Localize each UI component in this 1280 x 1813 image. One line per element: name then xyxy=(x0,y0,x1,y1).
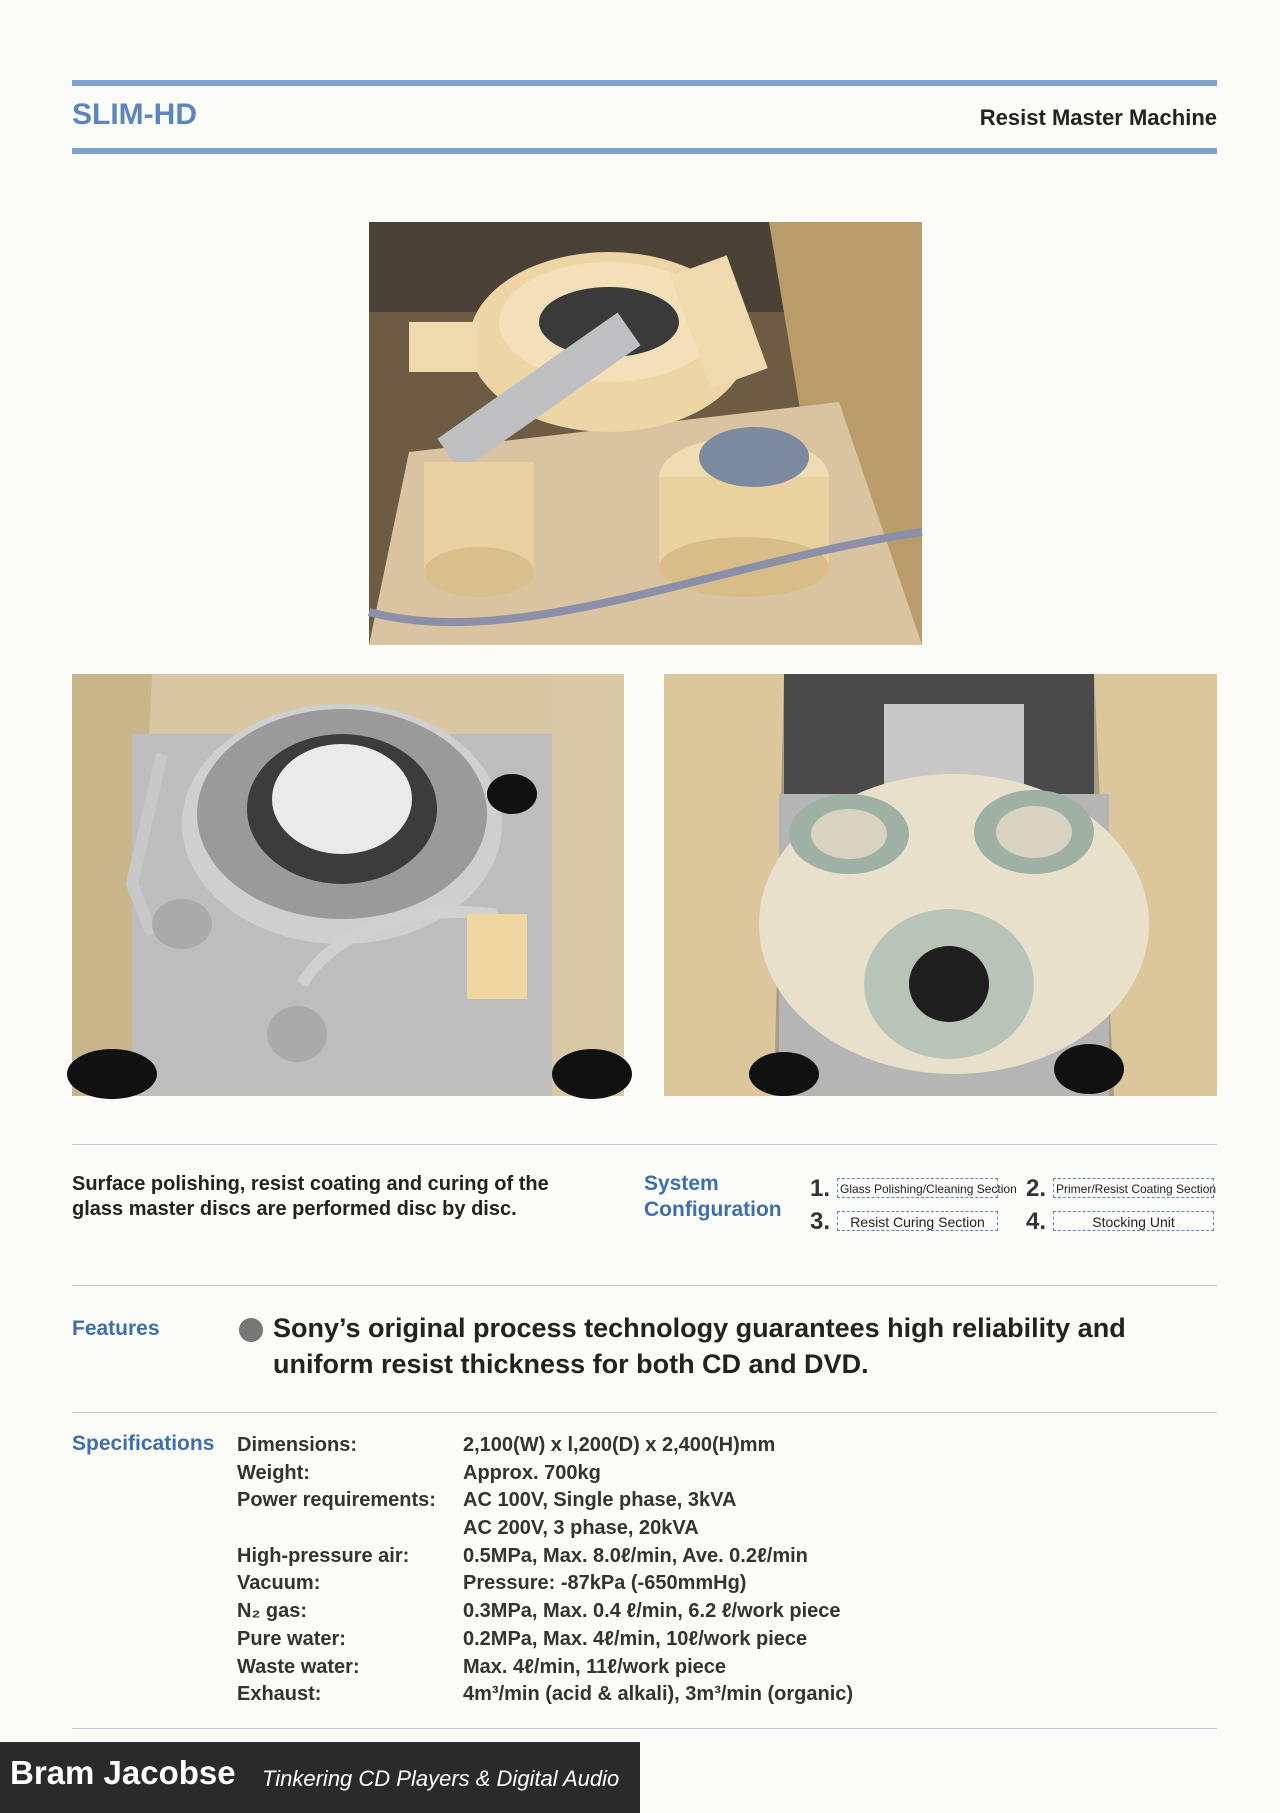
config-item-label: Stocking Unit xyxy=(1053,1211,1214,1231)
spec-key: N₂ gas: xyxy=(237,1600,308,1623)
spec-value: 0.3MPa, Max. 0.4 ℓ/min, 6.2 ℓ/work piece xyxy=(463,1600,841,1623)
config-item-4 xyxy=(1026,1208,1216,1235)
config-item-number: 4. xyxy=(1026,1208,1047,1235)
spec-value: 0.2MPa, Max. 4ℓ/min, 10ℓ/work piece xyxy=(463,1627,808,1650)
spec-key: Pure water: xyxy=(237,1627,346,1650)
config-item-1 xyxy=(810,1175,1017,1202)
spec-key: Vacuum: xyxy=(237,1572,321,1595)
config-item-number: 1. xyxy=(810,1175,831,1202)
config-item-label: Resist Curing Section xyxy=(837,1211,998,1231)
config-item-3 xyxy=(810,1208,1000,1235)
divider xyxy=(72,1728,1217,1729)
config-item-label: Primer/Resist Coating Section xyxy=(1053,1178,1214,1198)
spec-key: Dimensions: xyxy=(237,1434,358,1456)
spec-key: High-pressure air: xyxy=(237,1544,410,1567)
spec-row xyxy=(237,1487,853,1515)
model-name: SLIM-HD xyxy=(72,98,197,131)
config-item-number: 3. xyxy=(810,1208,831,1235)
bullet-icon xyxy=(239,1318,263,1342)
divider xyxy=(72,1144,1217,1145)
spec-value: Max. 4ℓ/min, 11ℓ/work piece xyxy=(463,1655,726,1678)
spec-key: Exhaust: xyxy=(237,1683,322,1706)
config-item-number: 2. xyxy=(1026,1175,1047,1202)
spec-row xyxy=(237,1654,853,1682)
photo-coating-section xyxy=(72,674,624,1096)
divider xyxy=(72,1285,1217,1286)
config-item-2 xyxy=(1026,1175,1217,1202)
spec-row xyxy=(237,1598,853,1626)
system-configuration-label: System Configuration xyxy=(644,1172,782,1221)
footer-tagline: Tinkering CD Players & Digital Audio xyxy=(262,1766,620,1791)
spec-value: Pressure: -87kPa (-650mmHg) xyxy=(463,1572,747,1595)
spec-key: Weight: xyxy=(237,1461,310,1484)
specifications-table xyxy=(237,1432,853,1709)
divider xyxy=(72,1412,1217,1413)
photo-curing-section xyxy=(664,674,1217,1096)
spec-value: Approx. 700kg xyxy=(463,1461,601,1484)
spec-value: 4m³/min (acid & alkali), 3m³/min (organic) xyxy=(463,1683,854,1706)
footer-author: Bram Jacobse xyxy=(10,1754,236,1791)
specifications-label: Specifications xyxy=(72,1432,215,1455)
features-label: Features xyxy=(72,1317,160,1340)
spec-row xyxy=(237,1515,853,1543)
spec-row xyxy=(237,1543,853,1571)
spec-value: AC 100V, Single phase, 3kVA xyxy=(463,1489,737,1512)
features-text: Sony’s original process technology guarantees high reliability and uniform resist thickness for both CD and DVD. xyxy=(273,1313,1126,1379)
spec-row xyxy=(237,1626,853,1654)
photo-polishing-section xyxy=(369,222,922,645)
config-item-label: Glass Polishing/Cleaning Section xyxy=(837,1178,998,1198)
spec-value: AC 200V, 3 phase, 20kVA xyxy=(463,1517,699,1540)
machine-description: Surface polishing, resist coating and curing of the glass master discs are performed disc by disc. xyxy=(72,1173,549,1220)
spec-row xyxy=(237,1681,853,1709)
spec-row xyxy=(237,1460,853,1488)
spec-key xyxy=(237,1515,463,1543)
footer-banner xyxy=(0,1742,640,1813)
spec-row xyxy=(237,1570,853,1598)
spec-key: Waste water: xyxy=(237,1655,360,1678)
spec-key: Power requirements: xyxy=(237,1489,436,1512)
header-bottom-rule xyxy=(72,148,1217,154)
header-top-rule xyxy=(72,80,1217,86)
spec-value: 0.5MPa, Max. 8.0ℓ/min, Ave. 0.2ℓ/min xyxy=(463,1544,808,1567)
page-subtitle: Resist Master Machine xyxy=(979,105,1217,130)
spec-value: 2,100(W) x l,200(D) x 2,400(H)mm xyxy=(463,1434,776,1456)
spec-row xyxy=(237,1432,853,1460)
